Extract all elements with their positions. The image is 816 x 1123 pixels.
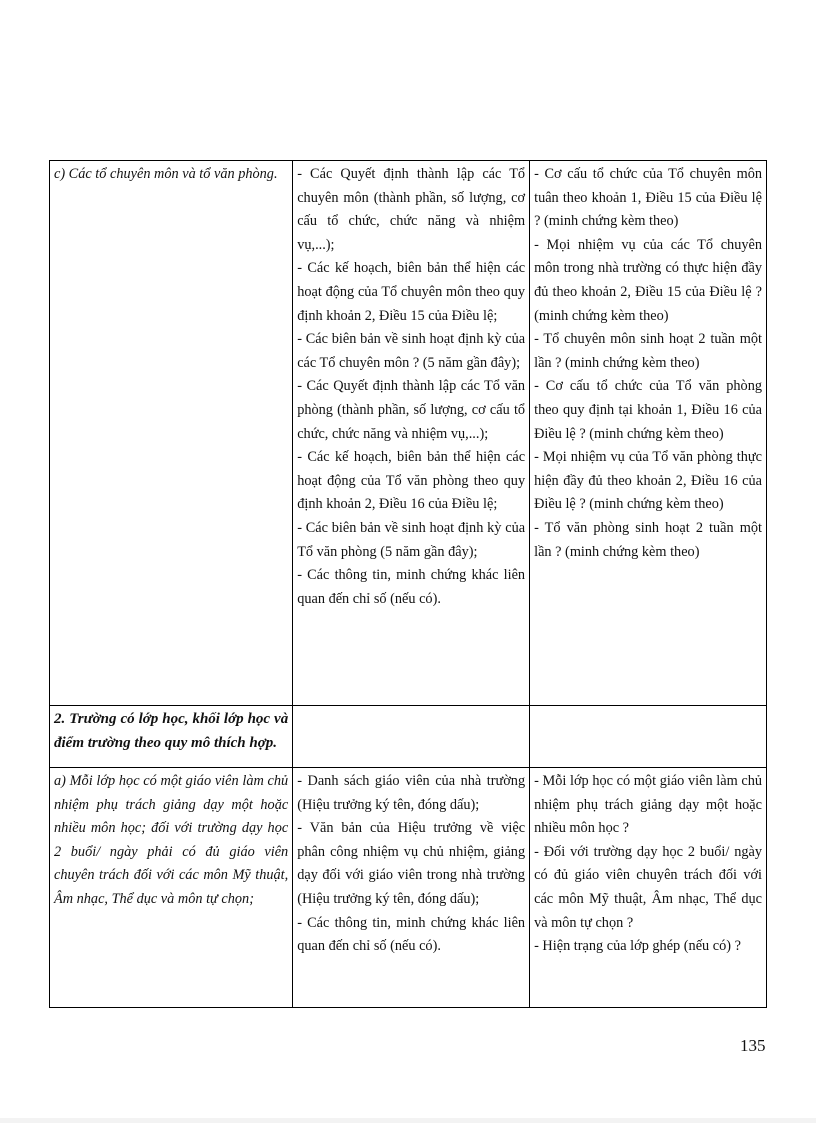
list-item: - Các biên bản về sinh hoạt định kỳ của Tổ văn phòng (5 năm gần đây); — [297, 519, 526, 560]
list-item: - Các Quyết định thành lập các Tổ văn phòng (thành phần, số lượng, cơ cấu tổ chức, chức năng và nhiệm vụ,...); — [297, 378, 526, 442]
criterion-cell — [50, 161, 293, 706]
list-item: - Các kế hoạch, biên bản thể hiện các hoạt động của Tổ chuyên môn theo quy định khoản 2, Điều 15 của Điều lệ; — [297, 260, 526, 324]
list-item: - Các Quyết định thành lập các Tổ chuyên môn (thành phần, số lượng, cơ cấu tổ chức, chức năng và nhiệm vụ,...); — [297, 166, 526, 253]
page-number: 135 — [740, 1036, 766, 1055]
list-item: - Tổ chuyên môn sinh hoạt 2 tuần một lần ? (minh chứng kèm theo) — [534, 331, 762, 371]
list-item: - Cơ cấu tổ chức của Tổ chuyên môn tuân theo khoản 1, Điều 15 của Điều lệ ? (minh chứng kèm theo) — [534, 166, 762, 230]
list-item: - Các biên bản về sinh hoạt định kỳ của các Tổ chuyên môn ? (5 năm gần đây); — [297, 331, 526, 371]
table-row — [50, 161, 767, 706]
list-item: - Đối với trường dạy học 2 buổi/ ngày có đủ giáo viên chuyên trách đối với các môn Mỹ thuật, Âm nhạc, Thể dục và môn tự chọn ? — [534, 843, 762, 931]
section-heading: 2. Trường có lớp học, khối lớp học và điểm trường theo quy mô thích hợp. — [54, 711, 289, 751]
list-item: - Các thông tin, minh chứng khác liên quan đến chỉ số (nếu có). — [297, 914, 526, 955]
empty-cell — [530, 706, 767, 768]
criteria-table — [49, 160, 767, 1008]
list-item: - Cơ cấu tổ chức của Tổ văn phòng theo quy định tại khoản 1, Điều 16 của Điều lệ ? (minh chứng kèm theo) — [534, 378, 762, 442]
list-item: - Hiện trạng của lớp ghép (nếu có) ? — [534, 938, 741, 955]
list-item: - Các thông tin, minh chứng khác liên quan đến chỉ số (nếu có). — [297, 567, 526, 607]
list-item: - Mỗi lớp học có một giáo viên làm chủ nhiệm phụ trách giảng dạy một hoặc nhiều môn học ? — [534, 773, 762, 837]
empty-cell — [293, 706, 530, 768]
list-item: - Văn bản của Hiệu trưởng về việc phân công nhiệm vụ chủ nhiệm, giảng dạy đối với giáo viên trong nhà trường (Hiệu trưởng ký tên, đóng dấu); — [297, 820, 526, 907]
list-item: - Tổ văn phòng sinh hoạt 2 tuần một lần ? (minh chứng kèm theo) — [534, 519, 762, 560]
criterion-cell — [50, 768, 293, 1008]
list-item: - Danh sách giáo viên của nhà trường (Hiệu trưởng ký tên, đóng dấu); — [297, 773, 526, 813]
table-row — [50, 706, 767, 768]
list-item: - Mọi nhiệm vụ của Tổ văn phòng thực hiện đầy đủ theo khoản 2, Điều 16 của Điều lệ ? (minh chứng kèm theo) — [534, 449, 762, 513]
list-item: - Các kế hoạch, biên bản thể hiện các hoạt động của Tổ văn phòng theo quy định khoản 2, Điều 16 của Điều lệ; — [297, 449, 526, 513]
section-heading-cell — [50, 706, 293, 768]
criterion-text: c) Các tổ chuyên môn và tổ văn phòng. — [54, 166, 278, 182]
questions-cell — [530, 768, 767, 1008]
list-item: - Mọi nhiệm vụ của các Tổ chuyên môn trong nhà trường có thực hiện đầy đủ theo khoản 2, Điều 15 của Điều lệ ? (minh chứng kèm theo) — [534, 236, 762, 324]
questions-cell — [530, 161, 767, 706]
page-bottom-edge — [0, 1118, 816, 1123]
criterion-text: a) Mỗi lớp học có một giáo viên làm chủ nhiệm phụ trách giảng dạy một hoặc nhiều môn học; đối với trường dạy học 2 buổi/ ngày phải có đủ giáo viên chuyên trách đối với các môn Mỹ thuật, Âm nhạc, Thể dục và môn tự chọn; — [54, 773, 289, 907]
evidence-cell — [293, 768, 530, 1008]
table-row — [50, 768, 767, 1008]
evidence-cell — [293, 161, 530, 706]
